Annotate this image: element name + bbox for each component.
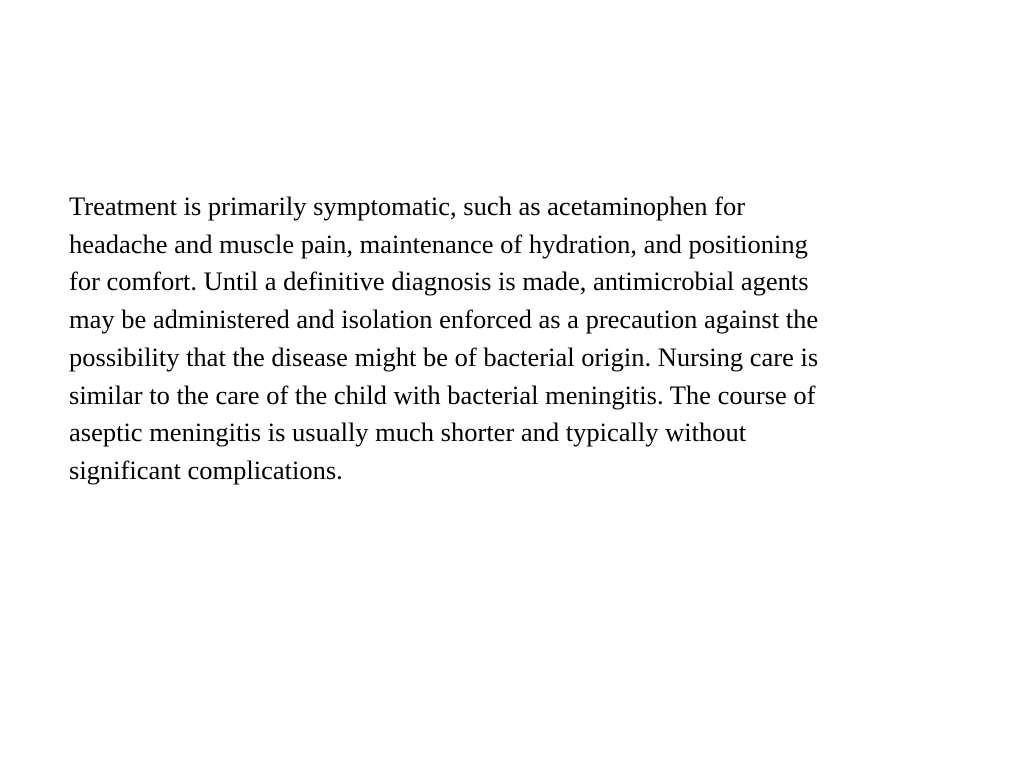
- paragraph-line-6: similar to the care of the child with bacterial meningitis. The course of: [69, 379, 816, 410]
- paragraph-line-1: Treatment is primarily symptomatic, such as acetaminophen for: [69, 191, 746, 221]
- body-paragraph: [69, 188, 969, 490]
- paragraph-line-3: for comfort. Until a definitive diagnosis is made, antimicrobial agents: [69, 266, 809, 297]
- paragraph-line-8: significant complications.: [69, 454, 343, 485]
- paragraph-line-7: aseptic meningitis is usually much shorter and typically without: [69, 417, 747, 448]
- paragraph-line-5: possibility that the disease might be of bacterial origin. Nursing care is: [69, 341, 819, 372]
- paragraph-line-2: headache and muscle pain, maintenance of hydration, and positioning: [69, 228, 808, 259]
- paragraph-line-4: may be administered and isolation enforced as a precaution against the: [69, 304, 819, 335]
